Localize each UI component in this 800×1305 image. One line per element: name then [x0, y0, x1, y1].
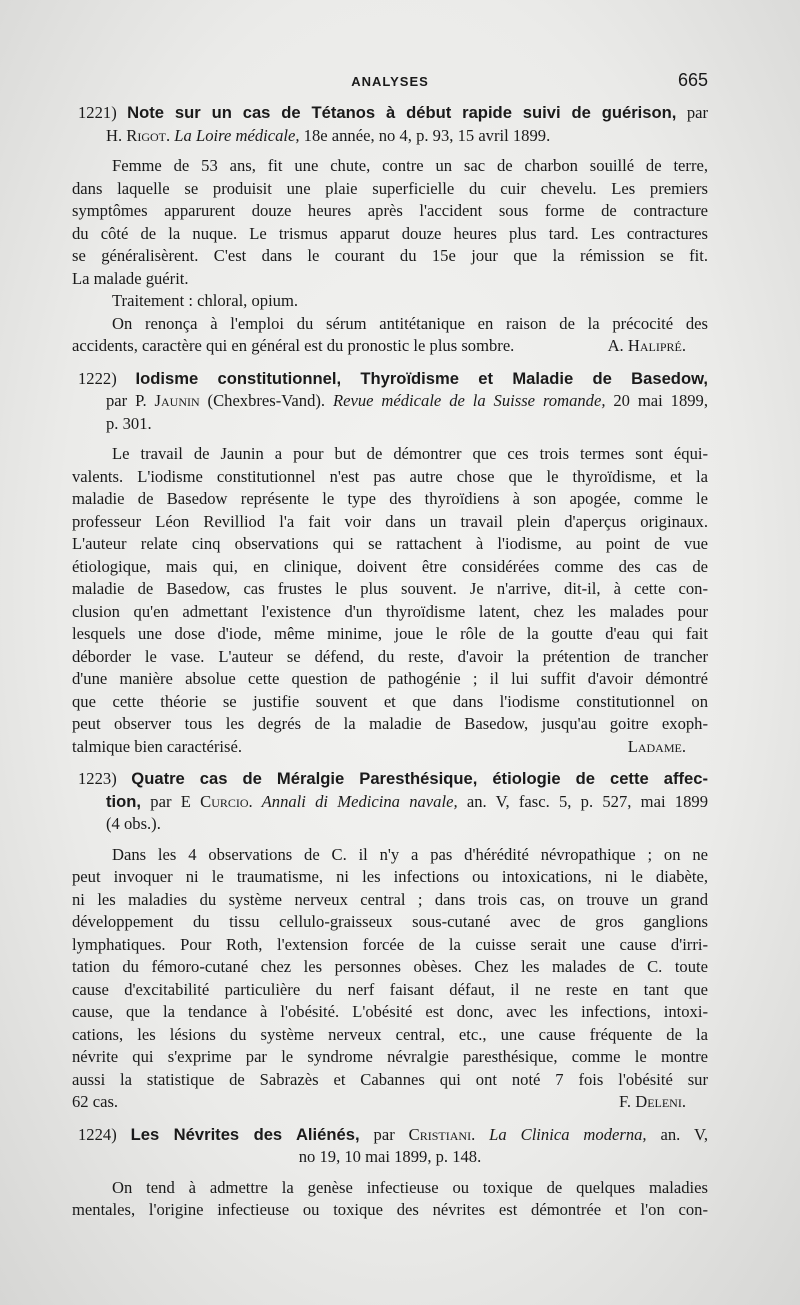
- entry-heading: [72, 1124, 708, 1169]
- heading-line: [72, 125, 708, 148]
- entry-1224: [72, 1124, 708, 1222]
- entry-number: 1222): [78, 368, 117, 388]
- body-line: On tend à admettre la genèse infectieuse ou toxique de quelques maladies: [112, 1177, 708, 1197]
- body-line: du côté de la nuque. Le trismus apparut douze heures plus tard. Les contractures: [72, 223, 708, 243]
- body-line: cations, les lésions du système nerveux central, etc., une cause fréquente de la: [72, 1024, 708, 1044]
- entry-1222: [72, 368, 708, 759]
- heading-line: [72, 390, 708, 413]
- heading-text: par: [686, 103, 709, 122]
- journal-name: La Clinica moderna,: [475, 1124, 647, 1144]
- body-line: lesquels une dose d'iode, même minime, joue le rôle de la goutte d'eau qui fait: [72, 624, 708, 643]
- author-name: Curcio.: [200, 791, 253, 811]
- citation-details: an. V, fasc. 5, p. 527, mai 1899: [457, 791, 708, 811]
- entry-number: 1221): [78, 103, 117, 122]
- body-line: 62 cas.: [72, 1092, 119, 1111]
- body-line: Femme de 53 ans, fit une chute, contre un sac de charbon souillé de terre,: [112, 156, 708, 175]
- entry-1221: [72, 102, 708, 358]
- signature-line: [72, 335, 708, 358]
- body-line: lymphatiques. Pour Roth, l'extension forcée de la cuisse serait une cause d'irri-: [72, 934, 708, 954]
- body-line: maladie de Basedow, cas frustes le plus souvent. Je n'arrive, dit-il, à cette con-: [72, 579, 708, 598]
- body-line: valents. L'iodisme constitutionnel n'est pas autre chose que le thyroïdisme, et la: [72, 466, 708, 486]
- citation-details: no 19, 10 mai 1899, p. 148.: [298, 1147, 482, 1166]
- body-line: cause, que la tendance à l'obésité. L'obésité est donc, avec les infections, intoxi-: [72, 1002, 708, 1021]
- journal-name: Revue médicale de la Suisse romande,: [332, 391, 606, 410]
- heading-line: [72, 368, 708, 391]
- body-line: tation du fémoro-cutané chez les personnes obèses. Chez les malades de C. toute: [72, 957, 708, 976]
- body-line: développement du tissu cellulo-graisseux sous-cutané avec de gros ganglions: [72, 912, 708, 931]
- signature-line: [72, 736, 708, 759]
- body-line: d'une manière absolue cette question de pathogénie ; il lui suffit d'avoir démontré: [72, 669, 708, 688]
- body-line: talmique bien caractérisé.: [72, 736, 242, 756]
- heading-line: [72, 813, 708, 836]
- entry-heading: [72, 368, 708, 436]
- body-line: L'auteur relate cinq observations qui se rattachent à l'iodisme, au point de vue: [72, 534, 708, 553]
- page-number: 665: [677, 70, 708, 90]
- citation-details: 20 mai 1899,: [605, 391, 708, 410]
- entry-1223: [72, 768, 708, 1114]
- body-line: se généralisèrent. C'est dans le courant du 15e jour que la rémission se fit.: [72, 246, 708, 265]
- author-name: Cristiani.: [408, 1124, 476, 1144]
- running-title: ANALYSES: [351, 74, 429, 89]
- body-line: peut invoquer ni le traumatisme, ni les infections ou intoxications, ni le diabète,: [72, 867, 708, 886]
- entry-body: [72, 443, 708, 758]
- body-line: Le travail de Jaunin a pour but de démontrer que ces trois termes sont équi-: [112, 444, 708, 463]
- journal-name: Annali di Medicina navale,: [252, 791, 458, 811]
- page-header: [72, 70, 708, 94]
- heading-line: [72, 768, 708, 791]
- entry-body: [72, 844, 708, 1114]
- body-line: professeur Léon Revilliod l'a fait voir dans un travail plein d'aperçus originaux.: [72, 511, 708, 531]
- author-name: Jaunin: [154, 391, 200, 410]
- body-line: aussi la statistique de Sabrazès et Cabannes qui ont noté 7 fois l'obésité sur: [72, 1069, 708, 1089]
- entry-number: 1223): [78, 769, 117, 788]
- entry-title: tion,: [106, 791, 142, 811]
- body-line: dans laquelle se produisit une plaie superficielle du cuir chevelu. Les premiers: [72, 178, 708, 198]
- heading-line: [72, 1124, 708, 1147]
- signature: F. Deleni.: [619, 1092, 686, 1111]
- heading-line: [72, 1146, 708, 1169]
- body-line: maladie de Basedow représente le type des thyroïdiens à son apogée, comme le: [72, 489, 708, 508]
- entry-heading: [72, 102, 708, 147]
- body-line: clusion qu'en admettant l'existence d'un thyroïdisme latent, chez les malades pour: [72, 601, 708, 621]
- signature: A. Halipré.: [607, 336, 686, 355]
- body-line: accidents, caractère qui en général est du pronostic le plus sombre.: [72, 336, 515, 355]
- body-line: Dans les 4 observations de C. il n'y a pas d'hérédité névropathique ; on ne: [112, 844, 708, 864]
- entry-title: Les Névrites des Aliénés,: [130, 1124, 360, 1144]
- body-line: étiologique, mais qui, en clinique, doivent être considérées comme des cas de: [72, 556, 708, 576]
- body-line: déborder le vase. L'auteur se défend, du reste, d'avoir la prétention de trancher: [72, 646, 708, 666]
- citation-details: p. 301.: [106, 413, 152, 433]
- body-line: Traitement : chloral, opium.: [112, 291, 299, 310]
- heading-line: [72, 413, 708, 436]
- entry-title: Iodisme constitutionnel, Thyroïdisme et Maladie de Basedow,: [135, 368, 708, 388]
- author-name: H. Rigot.: [106, 125, 171, 145]
- signature: Ladame.: [627, 736, 686, 756]
- body-line: mentales, l'origine infectieuse ou toxique des névrites est démontrée et l'on con-: [72, 1200, 708, 1219]
- body-line: cause d'excitabilité particulière du nerf faisant défaut, il ne reste en tant que: [72, 979, 708, 999]
- entry-number: 1224): [78, 1124, 117, 1144]
- body-line: La malade guérit.: [72, 268, 189, 288]
- article-content: [72, 102, 708, 1232]
- heading-text: (Chexbres-Vand).: [199, 391, 333, 410]
- heading-text: par P.: [106, 391, 155, 410]
- body-line: peut observer tous les degrés de la maladie de Basedow, jusqu'au goitre exoph-: [72, 714, 708, 733]
- body-line: que cette théorie se justifie souvent et que dans l'iodisme constitutionnel on: [72, 691, 708, 711]
- entry-heading: [72, 768, 708, 836]
- body-line: ni les maladies du système nerveux central ; dans trois cas, on trouve un grand: [72, 889, 708, 909]
- heading-line: [72, 102, 708, 125]
- citation-details: 18e année, no 4, p. 93, 15 avril 1899.: [299, 125, 551, 145]
- citation-details: (4 obs.).: [106, 814, 161, 833]
- entry-body: [72, 155, 708, 358]
- heading-text: par: [359, 1124, 409, 1144]
- journal-name: La Loire médicale,: [170, 125, 300, 145]
- citation-details: an. V,: [646, 1124, 708, 1144]
- body-line: névrite qui s'exprime par le syndrome névralgie paresthésique, comme le montre: [72, 1047, 708, 1066]
- entry-title: Note sur un cas de Tétanos à début rapide suivi de guérison,: [127, 103, 677, 122]
- entry-body: [72, 1177, 708, 1222]
- heading-line: [72, 791, 708, 814]
- heading-text: par E: [141, 791, 201, 811]
- signature-line: [72, 1091, 708, 1114]
- body-line: symptômes apparurent douze heures après l'accident sous forme de contracture: [72, 201, 708, 220]
- entry-title: Quatre cas de Méralgie Paresthésique, étiologie de cette affec-: [131, 769, 708, 788]
- body-line: On renonça à l'emploi du sérum antitétanique en raison de la précocité des: [112, 313, 708, 333]
